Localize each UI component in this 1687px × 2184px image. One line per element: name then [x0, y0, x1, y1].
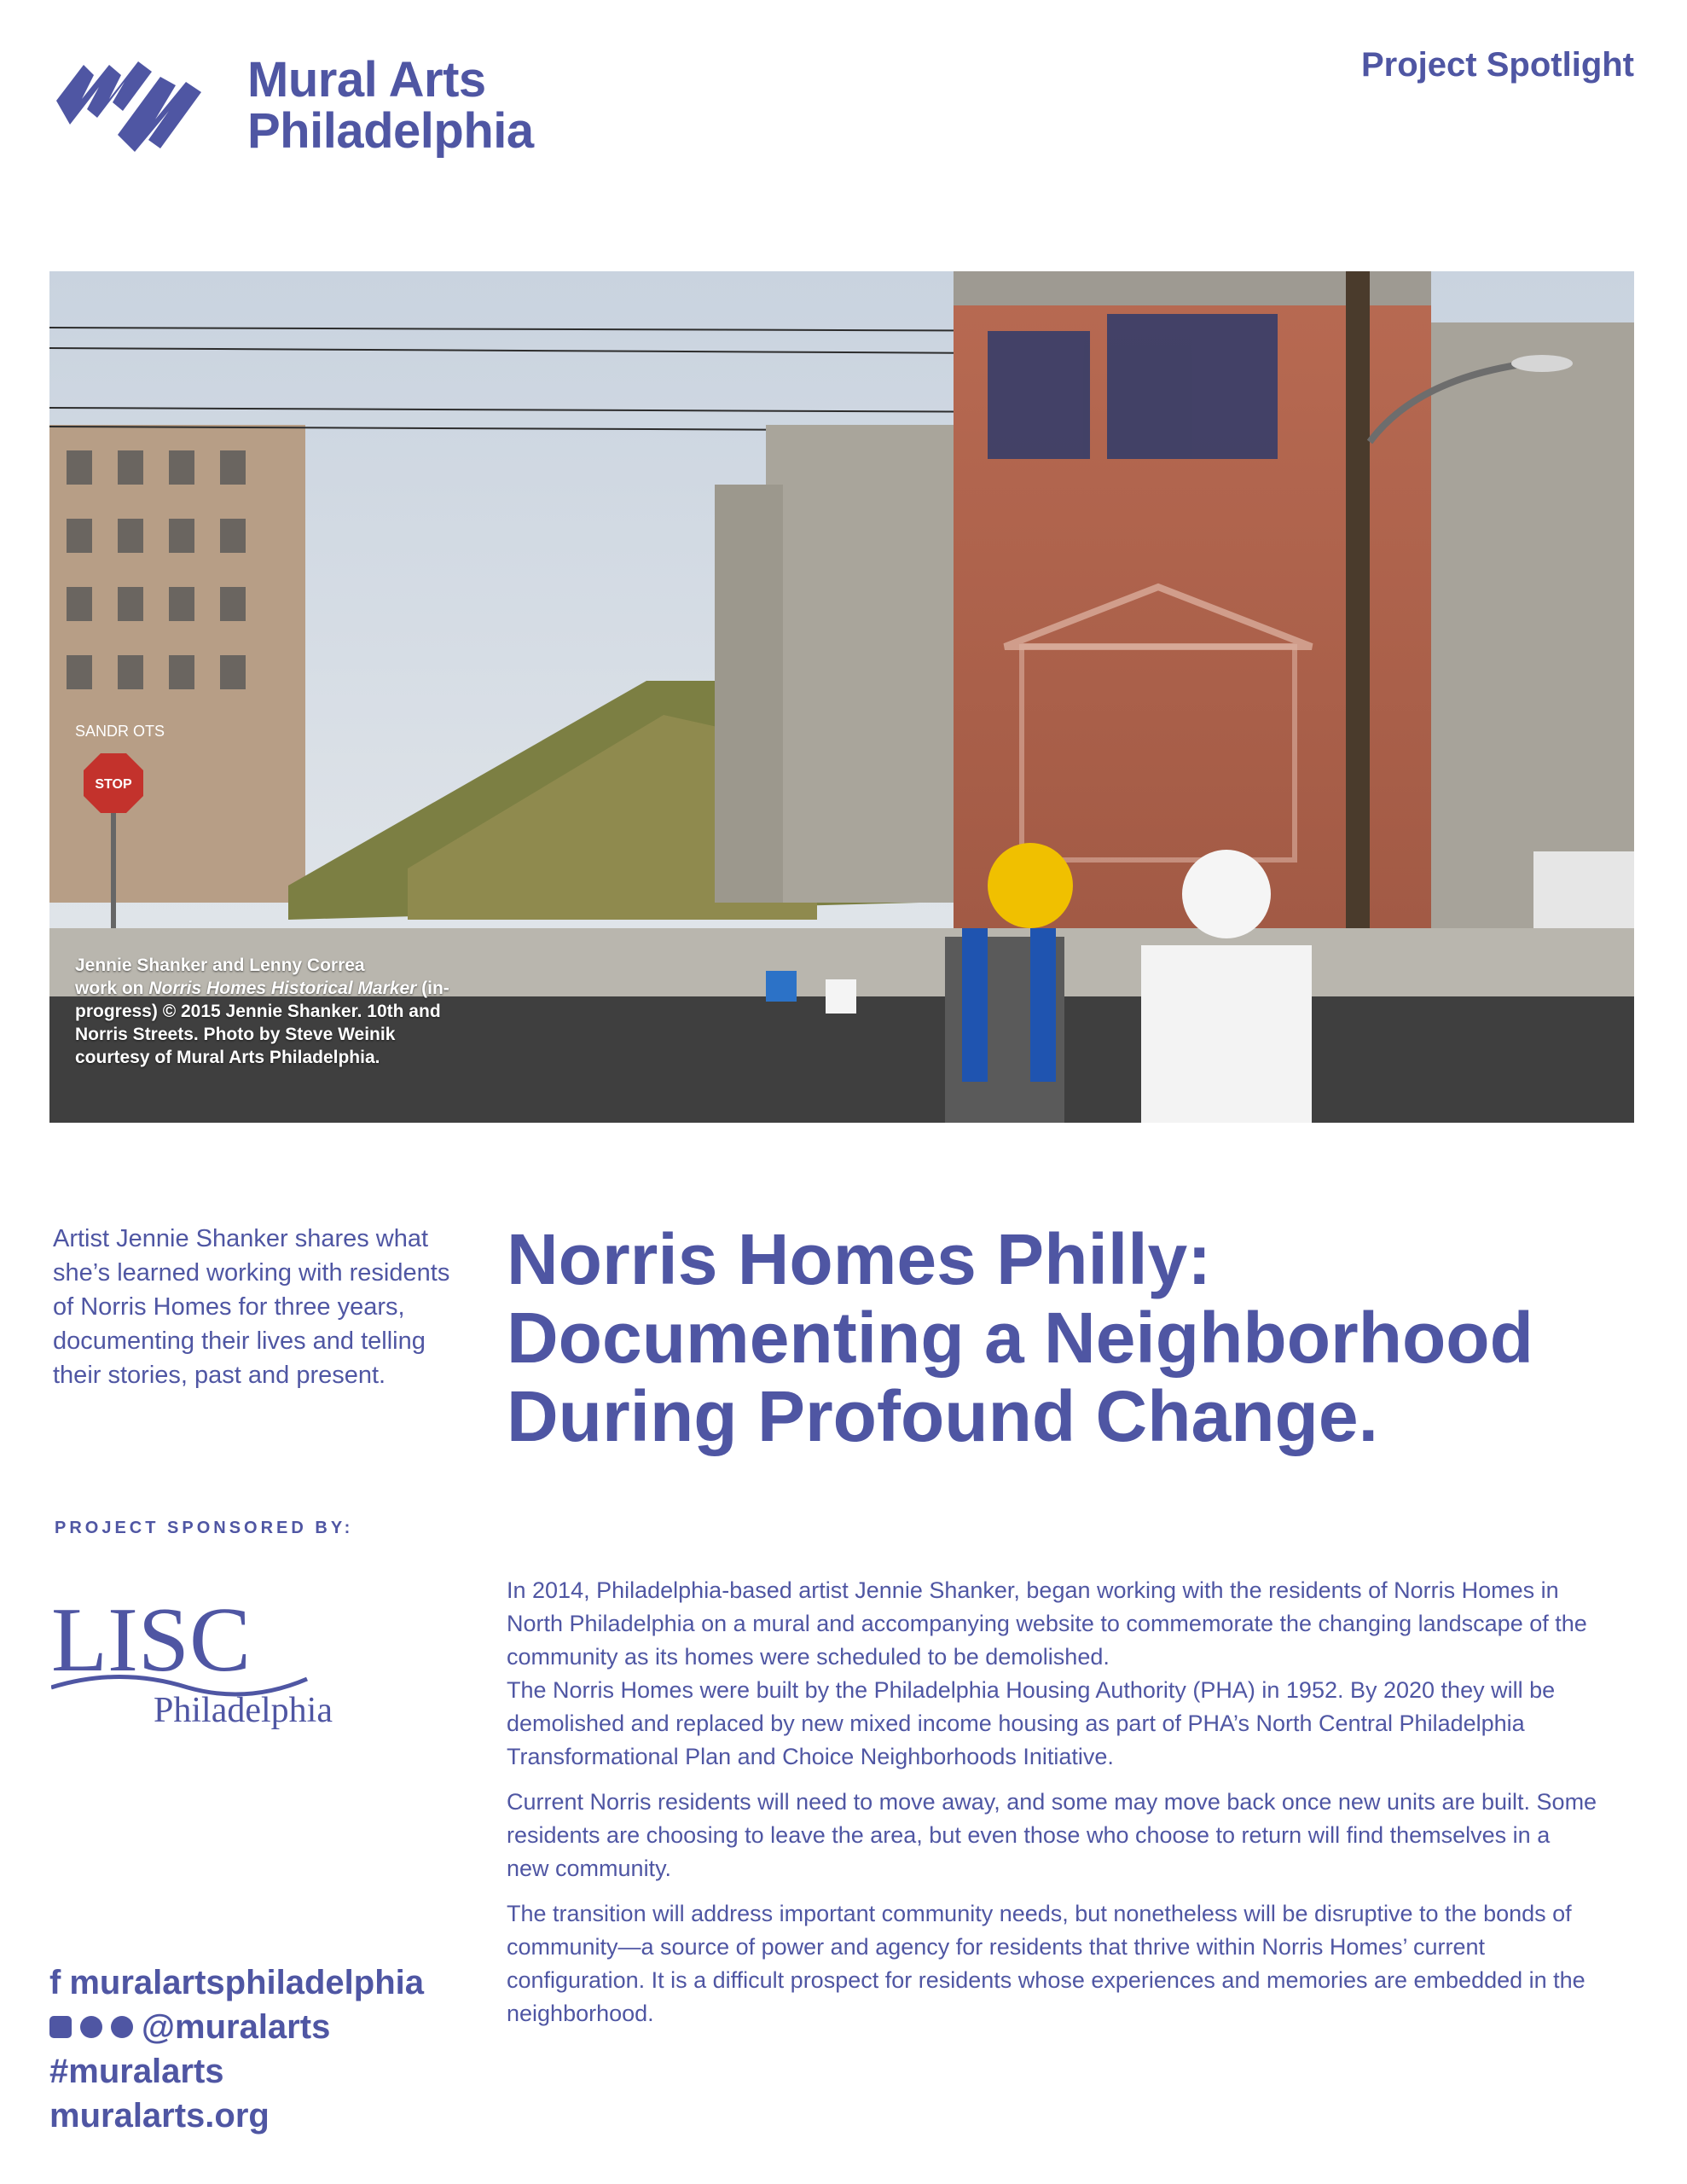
social-links [49, 1960, 424, 2138]
caption-line-1: Jennie Shanker and Lenny Correa [75, 956, 365, 975]
logo-line-1: Mural Arts [247, 52, 486, 107]
lisc-philadelphia-logo [51, 1585, 358, 1730]
logo-line-2: Philadelphia [247, 103, 534, 159]
social-handle-link[interactable] [49, 2005, 424, 2049]
website-link[interactable]: muralarts.org [49, 2097, 270, 2135]
facebook-link[interactable] [49, 1960, 424, 2005]
hashtag: #muralarts [49, 2053, 224, 2090]
snapchat-icon [111, 2016, 133, 2038]
caption-pre: work on [75, 979, 149, 998]
caption-post: (in-progress) © 2015 Jennie Shanker. 10th and Norris Streets. Photo by Steve Weinik courtesy of Mural Arts Philadelphia. [75, 979, 449, 1067]
caption-title: Norris Homes Historical Marker [148, 979, 417, 998]
mural-arts-logo-text [247, 52, 534, 159]
project-spotlight-label: Project Spotlight [1361, 46, 1634, 84]
lisc-logo-main: LISC [51, 1589, 252, 1691]
facebook-handle: muralartsphiladelphia [69, 1964, 424, 2001]
mural-arts-logo-mark [49, 49, 220, 160]
instagram-icon [49, 2016, 72, 2038]
paragraph-4: The transition will address important community needs, but nonetheless will be disruptive to the bonds of community—a source of power and agency for residents that thrive within Norris Homes’ current configuration. It is a difficult prospect for residents whose experiences and memories are embedded in the neighborhood. [507, 1901, 1586, 2026]
article-headline: Norris Homes Philly: Documenting a Neighborhood During Profound Change. [507, 1219, 1533, 1456]
building-sign-text: SANDR OTS [75, 723, 165, 740]
photo-caption [75, 954, 450, 1069]
social-handle: @muralarts [142, 2008, 331, 2046]
sponsored-by-label: PROJECT SPONSORED BY: [55, 1519, 354, 1537]
hero-photo [49, 271, 1634, 1123]
stop-sign-text: STOP [95, 777, 132, 792]
paragraph-3: Current Norris residents will need to move away, and some may move back once new units are built. Some residents are choosing to leave the area, but even those who choose to return will find themselves in a new community. [507, 1789, 1597, 1881]
facebook-icon: f [49, 1964, 61, 2001]
intro-summary: Artist Jennie Shanker shares what she’s learned working with residents of Norris Homes for three years, documenting their lives and telling their stories, past and present. [53, 1225, 450, 1389]
lisc-logo-sub: Philadelphia [154, 1691, 333, 1730]
paragraph-1: In 2014, Philadelphia-based artist Jennie Shanker, began working with the residents of Norris Homes in North Philadelphia on a mural and accompanying website to commemorate the changing landscape of the community as its homes were scheduled to be demolished. [507, 1577, 1587, 1670]
paragraph-2: The Norris Homes were built by the Philadelphia Housing Authority (PHA) in 1952. By 2020 they will be demolished and replaced by new mixed income housing as part of PHA’s North Central Philadelphia Transformational Plan and Choice Neighborhoods Initiative. [507, 1677, 1556, 1769]
article-body [507, 1574, 1598, 2042]
twitter-icon [80, 2016, 102, 2038]
